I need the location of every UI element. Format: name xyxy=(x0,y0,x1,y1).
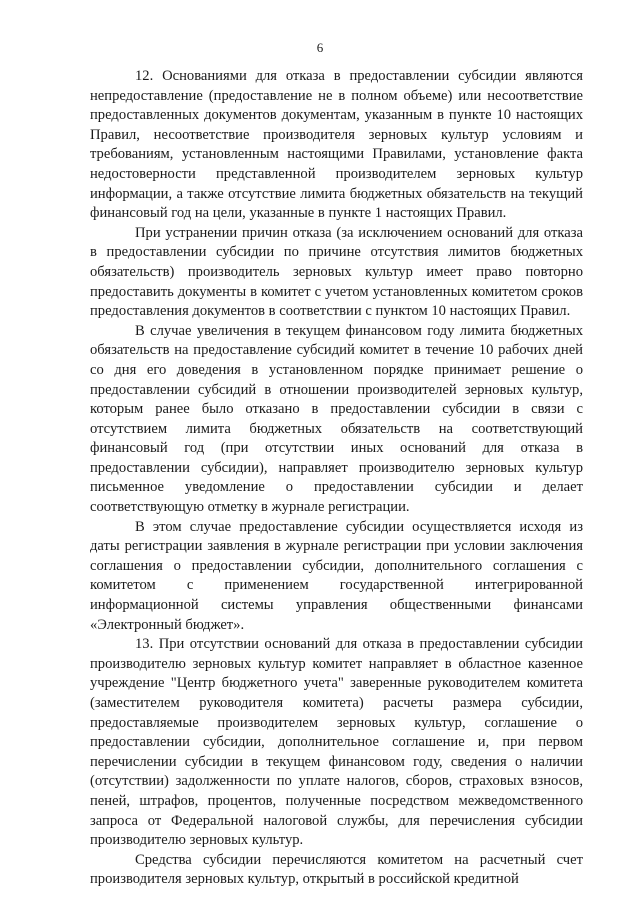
page-number: 6 xyxy=(316,40,324,55)
paragraph-limit-increase: В случае увеличения в текущем финансовом году лимита бюджетных обязательств на предоставление субсидий комитет в течение 10 рабочих дней со дня его доведения в установленном порядке принимает решение о предоставлении субсидий в отношении производителей зерновых культур, которым ранее было отказано в предоставлении субсидии в связи с отсутствием лимита бюджетных обязательств на соответствующий финансовый год (при отсутствии иных оснований для отказа в предоставлении субсидии), направляет производителю зерновых культур письменное уведомление о предоставлении субсидии и делает соответствующую отметку в журнале регистрации. xyxy=(90,322,583,516)
paragraph-registration-order: В этом случае предоставление субсидии осуществляется исходя из даты регистрации заявления в журнале регистрации при условии заключения соглашения о предоставлении субсидии, дополнительного соглашения с комитетом с применением государственной интегрированной информационной системы управления общественными финансами «Электронный бюджет». xyxy=(90,518,583,633)
paragraph-funds-transfer: Средства субсидии перечисляются комитетом на расчетный счет производителя зерновых культур, открытый в российской кредитной xyxy=(90,851,583,888)
document-body xyxy=(90,67,583,890)
paragraph-13-transfer: 13. При отсутствии оснований для отказа в предоставлении субсидии производителю зерновых культур комитет направляет в областное казенное учреждение "Центр бюджетного учета" заверенные руководителем комитета (заместителем руководителя комитета) расчеты размера субсидии, предоставляемые производителем зерновых культур, соглашение о предоставлении субсидии, дополнительное соглашение и, при первом перечислении субсидии в текущем финансовом году, сведения о наличии (отсутствии) задолженности по уплате налогов, сборов, страховых взносов, пеней, штрафов, процентов, полученные посредством межведомственного запроса от Федеральной налоговой службы, для перечисления субсидии производителю зерновых культур. xyxy=(90,636,583,849)
paragraph-12-refusal-grounds: 12. Основаниями для отказа в предоставлении субсидии являются непредоставление (предоставление не в полном объеме) или несоответствие предоставленных документов документам, указанным в пункте 10 настоящих Правил, несоответствие производителя зерновых культур условиям и требованиям, установленным настоящими Правилами, установление факта недостоверности представленной производителем зерновых культур информации, а также отсутствие лимита бюджетных обязательств на текущий финансовый год на цели, указанные в пункте 1 настоящих Правил. xyxy=(90,68,583,222)
paragraph-resubmission: При устранении причин отказа (за исключением оснований для отказа в предоставлении субсидии по причине отсутствия лимитов бюджетных обязательств) производитель зерновых культур имеет право повторно предоставить документы в комитет с учетом установленных комитетом сроков предоставления документов в соответствии с пунктом 10 настоящих Правил. xyxy=(90,224,583,320)
